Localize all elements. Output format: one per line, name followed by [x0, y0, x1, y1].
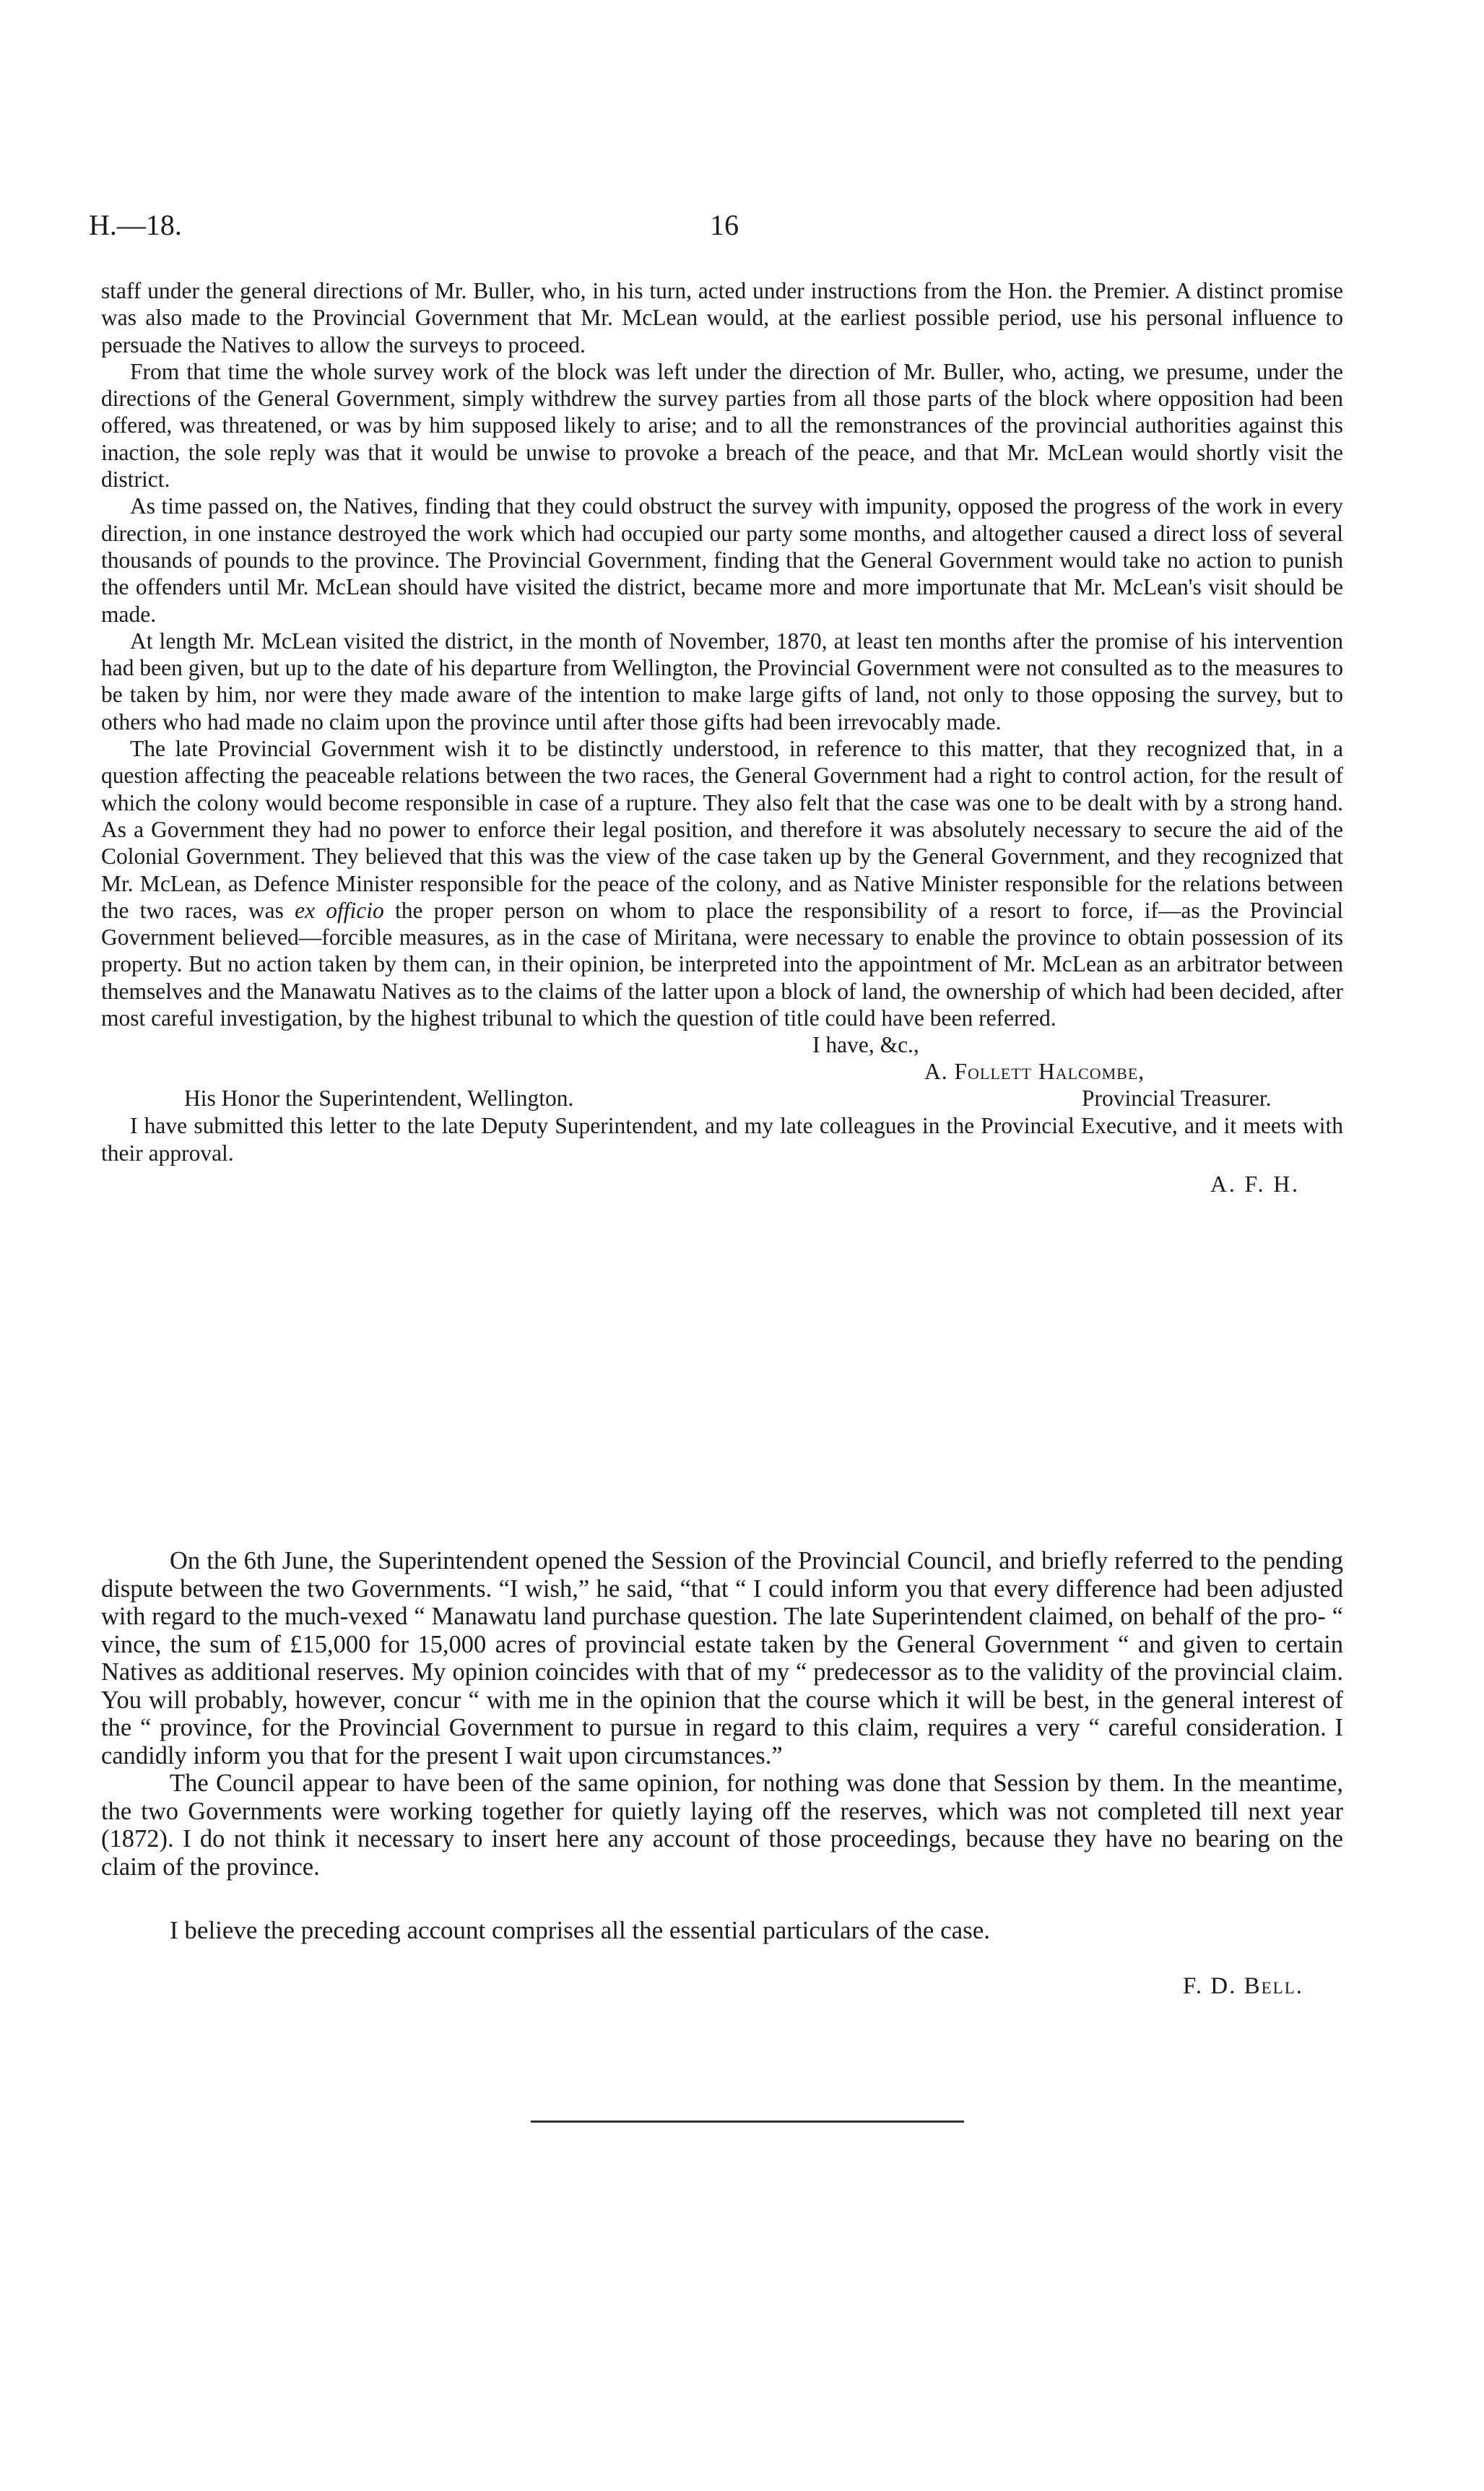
- signer-title: Provincial Treasurer.: [1082, 1086, 1272, 1112]
- addressee: His Honor the Superintendent, Wellington.: [184, 1086, 574, 1112]
- page-number: 16: [710, 209, 739, 241]
- paragraph-text: the proper person on whom to place the responsibility of a resort to force, if—as the Provincial Government believed—forcible measures, as in the case of Miritana, were necessary to enable the province to obtain possession of its property. But no action taken by them can, in their opinion, be interpreted into the appointment of Mr. McLean as an arbitrator between themselves and the Manawatu Natives as to the claims of the latter upon a block of land, the ownership of which had been decided, after most careful investigation, by the highest tribunal to which the question of title could have been referred.: [101, 897, 1343, 1031]
- approval-note: I have submitted this letter to the late Deputy Superintendent, and my late colleagues in the Provincial Executive, and it meets with their approval.: [101, 1113, 1343, 1166]
- letter-body: [101, 277, 1343, 1197]
- narrative-paragraph: The Council appear to have been of the same opinion, for nothing was done that Session by them. In the meantime, the two Governments were working together for quietly laying off the reserves, which was not completed till next year (1872). I do not think it necessary to insert here any account of those proceedings, because they have no bearing on the claim of the province.: [101, 1769, 1343, 1881]
- section-divider: [531, 2120, 964, 2123]
- paragraph-text: The late Provincial Government wish it to be distinctly understood, in reference to this matter, that they recognized that, in a question affecting the peaceable relations between the two races, the General Government had a right to control action, for the result of which the colony would become responsible in case of a rupture. They also felt that the case was one to be dealt with by a strong hand. As a Government they had no power to enforce their legal position, and therefore it was absolutely necessary to secure the aid of the Colonial Government. They believed that this was the view of the case taken up by the General Government, and they recognized that Mr. McLean, as Defence Minister responsible for the peace of the colony, and as Native Minister responsible for the relations between the two races, was: [101, 736, 1343, 923]
- narrative-body: [101, 1547, 1343, 2000]
- initials: A. F. H.: [1210, 1171, 1300, 1197]
- letter-paragraph: From that time the whole survey work of the block was left under the direction of Mr. Buller, who, acting, we presume, under the directions of the General Government, simply withdrew the survey parties from all those parts of the block where opposition had been offered, was threatened, or was by him supposed likely to arise; and to all the remonstrances of the provincial authorities against this inaction, the sole reply was that it would be unwise to provoke a breach of the peace, and that Mr. McLean would shortly visit the district.: [101, 358, 1343, 493]
- final-statement: I believe the preceding account comprises all the essential particulars of the case.: [170, 1916, 991, 1944]
- page-header: [89, 208, 1353, 251]
- signature: F. D. Bell.: [1183, 1972, 1303, 1999]
- letter-paragraph: As time passed on, the Natives, finding that they could obstruct the survey with impunity, opposed the progress of the work in every direction, in one instance destroyed the work which had occupied our party some months, and altogether caused a direct loss of several thousands of pounds to the province. The Provincial Government, finding that the General Government would take no action to punish the offenders until Mr. McLean should have visited the district, became more and more importunate that Mr. McLean's visit should be made.: [101, 493, 1343, 627]
- letter-paragraph: staff under the general directions of Mr. Buller, who, in his turn, acted under instructions from the Hon. the Premier. A distinct promise was also made to the Provincial Government that Mr. McLean would, at the earliest possible period, use his personal influence to persuade the Natives to allow the surveys to proceed.: [101, 278, 1343, 358]
- letter-paragraph: [101, 735, 1343, 1031]
- document-code: H.—18.: [89, 209, 182, 241]
- narrative-paragraph: On the 6th June, the Superintendent opened the Session of the Provincial Council, and briefly referred to the pending dispute between the two Governments. “I wish,” he said, “that “ I could inform you that every difference had been adjusted with regard to the much-vexed “ Manawatu land purchase question. The late Superintendent claimed, on behalf of the pro- “ vince, the sum of £15,000 for 15,000 acres of provincial estate taken by the General Government “ and given to certain Natives as additional reserves. My opinion coincides with that of my “ predecessor as to the validity of the provincial claim. You will probably, however, concur “ with me in the opinion that the course which it will be best, in the general interest of the “ province, for the Provincial Government to pursue in regard to this claim, requires a very “ careful consideration. I candidly inform you that for the present I wait upon circumstances.”: [101, 1547, 1343, 1769]
- letter-closing: [101, 1031, 1343, 1112]
- letter-paragraph: At length Mr. McLean visited the district, in the month of November, 1870, at least ten months after the promise of his intervention had been given, but up to the date of his departure from Wellington, the Provincial Government were not consulted as to the measures to be taken by him, nor were they made aware of the intention to make large gifts of land, not only to those opposing the survey, but to others who had made no claim upon the province until after those gifts had been irrevocably made.: [101, 628, 1343, 735]
- complimentary-close: I have, &c.,: [812, 1032, 919, 1058]
- italic-phrase: ex officio: [295, 897, 384, 923]
- signer-name: A. Follett Halcombe,: [924, 1059, 1145, 1085]
